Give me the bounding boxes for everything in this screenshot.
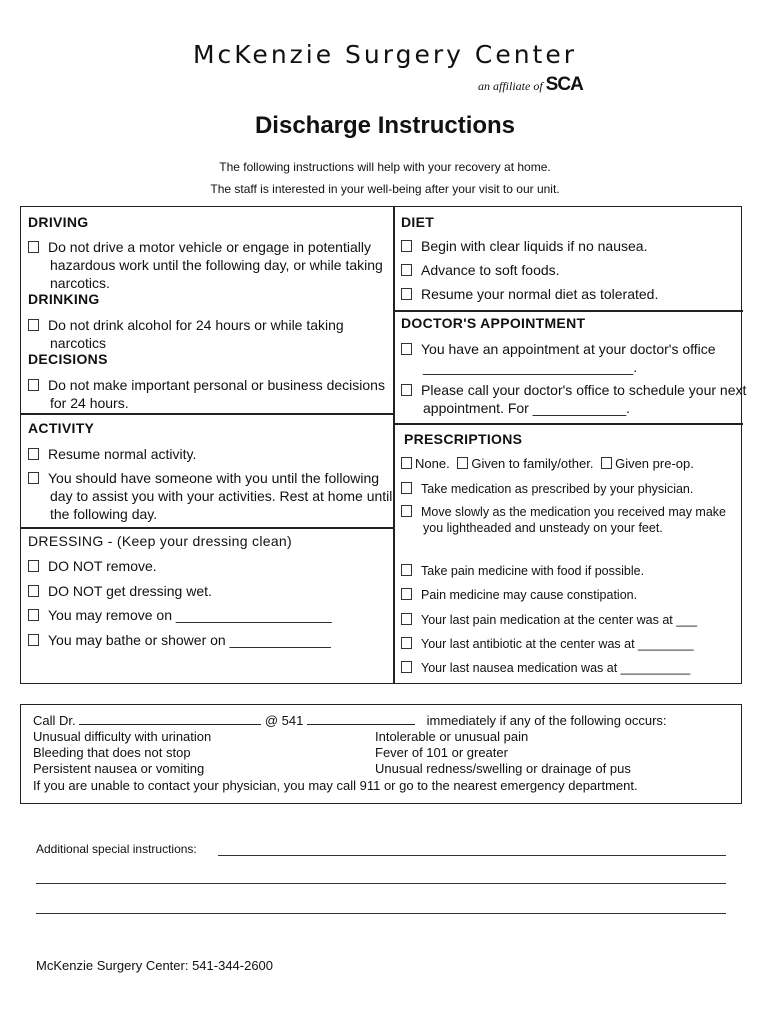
sca-logo: SCA: [545, 74, 583, 95]
appointment-item[interactable]: Please call your doctor's office to schedule your next appointment. For ____________.: [401, 381, 753, 417]
checkbox[interactable]: [28, 560, 39, 572]
checkbox[interactable]: [401, 613, 412, 625]
divider-left-1: [21, 413, 393, 415]
checkbox[interactable]: [28, 472, 39, 484]
checkbox[interactable]: [28, 448, 39, 460]
activity-heading: ACTIVITY: [28, 420, 95, 436]
decisions-item[interactable]: Do not make important personal or business decisions for 24 hours.: [28, 376, 402, 412]
prescription-item[interactable]: Take pain medicine with food if possible.: [401, 562, 758, 580]
additional-line-1[interactable]: [218, 855, 726, 856]
intro-line-1: The following instructions will help with your recovery at home.: [219, 160, 551, 174]
prescriptions-heading: PRESCRIPTIONS: [404, 431, 523, 447]
checkbox[interactable]: [401, 457, 412, 469]
divider-right-2: [393, 423, 743, 425]
checkbox[interactable]: [457, 457, 468, 469]
diet-item[interactable]: Begin with clear liquids if no nausea.: [401, 237, 753, 255]
appointment-item[interactable]: You have an appointment at your doctor's office ___________________________.: [401, 340, 753, 376]
checkbox[interactable]: [401, 637, 412, 649]
activity-item[interactable]: You should have someone with you until the following day to assist you with your activities. Rest at home until the following day.: [28, 469, 402, 523]
checkbox[interactable]: [401, 588, 412, 600]
immediately-text: immediately if any of the following occurs:: [426, 713, 667, 728]
divider-right-1: [393, 310, 743, 312]
prescription-item[interactable]: Pain medicine may cause constipation.: [401, 586, 758, 604]
drinking-heading: DRINKING: [28, 291, 100, 307]
symptom-right: Unusual redness/swelling or drainage of pus: [375, 761, 631, 776]
driving-item[interactable]: Do not drive a motor vehicle or engage in potentially hazardous work until the following day, or while taking narcotics.: [28, 238, 402, 292]
symptom-left: Persistent nausea or vomiting: [33, 761, 205, 776]
dressing-item[interactable]: DO NOT remove.: [28, 557, 402, 575]
checkbox[interactable]: [28, 609, 39, 621]
checkbox[interactable]: [28, 319, 39, 331]
checkbox[interactable]: [28, 585, 39, 597]
prescription-item[interactable]: Your last nausea medication was at __________: [401, 659, 758, 677]
prescription-item[interactable]: Your last pain medication at the center was at ___: [401, 611, 758, 629]
affiliate-text: an affiliate of: [478, 79, 543, 93]
prescription-item[interactable]: Take medication as prescribed by your physician.: [401, 480, 758, 498]
call-label: Call Dr.: [33, 713, 76, 728]
doctor-name-field[interactable]: [79, 724, 261, 725]
symptom-right: Intolerable or unusual pain: [375, 729, 529, 744]
prescription-item[interactable]: Your last antibiotic at the center was at ________: [401, 635, 758, 653]
checkbox[interactable]: [401, 240, 412, 252]
checkbox[interactable]: [28, 241, 39, 253]
phone-field[interactable]: [307, 724, 415, 725]
page-title: Discharge Instructions: [254, 112, 516, 139]
additional-instructions-label: Additional special instructions:: [36, 842, 197, 856]
diet-item[interactable]: Advance to soft foods.: [401, 261, 753, 279]
checkbox[interactable]: [401, 288, 412, 300]
dressing-item[interactable]: You may bathe or shower on _____________: [28, 631, 402, 649]
symptom-left: Bleeding that does not stop: [33, 745, 191, 760]
prescription-given-row: [401, 455, 736, 473]
checkbox[interactable]: [401, 564, 412, 576]
intro-line-2: The staff is interested in your well-being after your visit to our unit.: [210, 182, 560, 196]
diet-heading: DIET: [401, 214, 435, 230]
call-line: [33, 713, 667, 728]
header: [0, 40, 770, 69]
footer-contact: McKenzie Surgery Center: 541-344-2600: [36, 958, 274, 973]
brand-name: McKenzie Surgery Center: [192, 40, 578, 69]
instructions-grid: [20, 206, 747, 684]
additional-line-3[interactable]: [36, 913, 726, 914]
dressing-item[interactable]: You may remove on ____________________: [28, 606, 402, 624]
additional-line-2[interactable]: [36, 883, 726, 884]
symptom-left: Unusual difficulty with urination: [33, 729, 212, 744]
driving-heading: DRIVING: [28, 214, 89, 230]
phone-prefix: @ 541: [264, 713, 304, 728]
prescription-item[interactable]: Move slowly as the medication you received may make you lightheaded and unsteady on your feet.: [401, 504, 743, 536]
option-none: None.: [415, 456, 450, 471]
checkbox[interactable]: [401, 384, 412, 396]
drinking-item[interactable]: Do not drink alcohol for 24 hours or while taking narcotics: [28, 316, 402, 352]
decisions-heading: DECISIONS: [28, 351, 108, 367]
diet-item[interactable]: Resume your normal diet as tolerated.: [401, 285, 753, 303]
activity-item[interactable]: Resume normal activity.: [28, 445, 402, 463]
divider-left-2: [21, 527, 393, 529]
checkbox[interactable]: [28, 634, 39, 646]
checkbox[interactable]: [401, 505, 412, 517]
appointment-heading: DOCTOR'S APPOINTMENT: [401, 315, 586, 331]
checkbox[interactable]: [401, 343, 412, 355]
emergency-note: If you are unable to contact your physician, you may call 911 or go to the nearest emergency department.: [33, 778, 638, 793]
checkbox[interactable]: [401, 264, 412, 276]
symptom-right: Fever of 101 or greater: [375, 745, 508, 760]
option-preop: Given pre-op.: [615, 456, 694, 471]
affiliate-line: [478, 74, 583, 96]
option-family: Given to family/other.: [471, 456, 594, 471]
checkbox[interactable]: [601, 457, 612, 469]
checkbox[interactable]: [401, 482, 412, 494]
dressing-item[interactable]: DO NOT get dressing wet.: [28, 582, 402, 600]
dressing-heading: DRESSING - (Keep your dressing clean): [28, 533, 292, 549]
checkbox[interactable]: [401, 661, 412, 673]
checkbox[interactable]: [28, 379, 39, 391]
call-doctor-box: [20, 704, 742, 804]
